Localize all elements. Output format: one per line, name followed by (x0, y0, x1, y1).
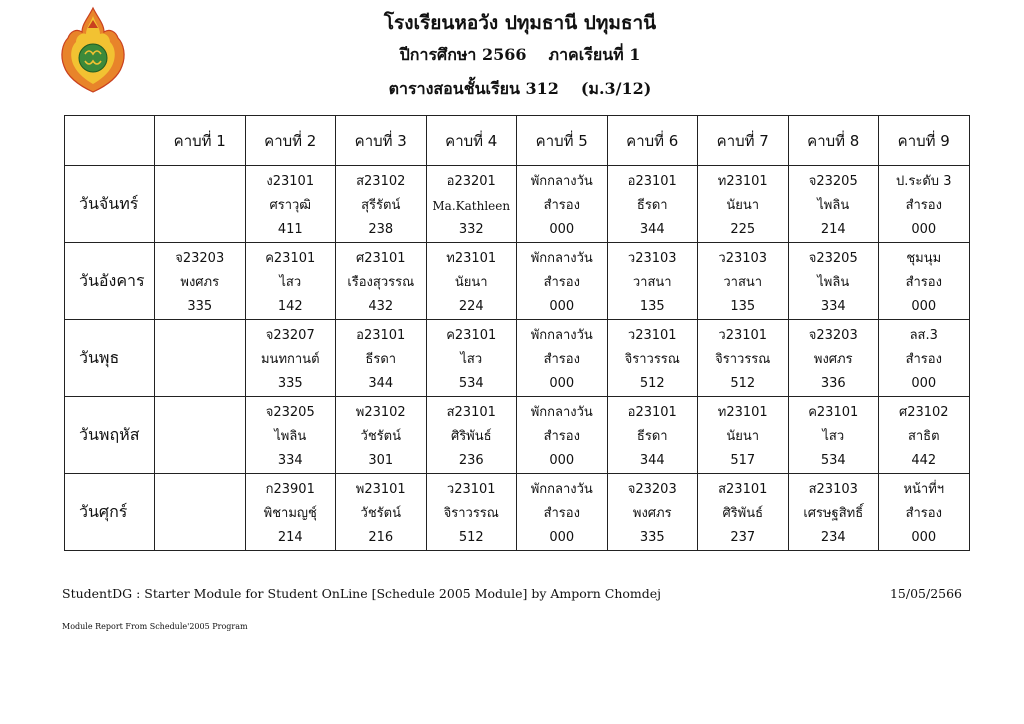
schedule-cell (336, 474, 427, 551)
schedule-cell (607, 397, 698, 474)
period-header: คาบที่ 9 (879, 116, 970, 166)
schedule-cell (245, 397, 336, 474)
report-subnote: Module Report From Schedule'2005 Program (62, 622, 248, 631)
subject-code: จ23203 (808, 327, 858, 343)
room-number: 216 (368, 529, 394, 545)
day-row (65, 397, 970, 474)
room-number: 336 (820, 375, 846, 391)
subject-code: ส23101 (446, 404, 496, 420)
teacher-name: สำรอง (905, 351, 942, 367)
subject-code: ว23101 (627, 327, 677, 343)
room-number: 000 (549, 452, 575, 468)
subject-code: ส23102 (356, 173, 406, 189)
schedule-cell (155, 166, 246, 243)
term-line (8, 43, 1024, 68)
room-number: 000 (549, 221, 575, 237)
subject-code: ก23901 (265, 481, 315, 497)
teacher-name: จิราวรรณ (715, 351, 771, 367)
schedule-cell (788, 166, 879, 243)
subject-code: จ23205 (808, 173, 858, 189)
schedule-cell (155, 320, 246, 397)
subject-code: ง23101 (266, 173, 315, 189)
schedule-cell (245, 166, 336, 243)
room-number: 344 (368, 375, 394, 391)
room-number: 000 (549, 298, 575, 314)
schedule-cell (517, 397, 608, 474)
subject-code: ลส.3 (909, 327, 938, 343)
subject-code: พ23102 (355, 404, 406, 420)
room-number: 234 (820, 529, 846, 545)
teacher-name: เรืองสุวรรณ (347, 274, 415, 290)
room-number: 344 (639, 452, 665, 468)
day-label: วันศุกร์ (65, 474, 155, 551)
teacher-name: ไพลิน (817, 197, 850, 213)
academic-year: ปีการศึกษา 2566 (399, 45, 527, 64)
room-number: 237 (730, 529, 756, 545)
day-row (65, 474, 970, 551)
schedule-cell (607, 166, 698, 243)
teacher-name: นัยนา (726, 197, 760, 213)
class-title: ตารางสอนชั้นเรียน 312 (388, 79, 559, 98)
schedule-cell (426, 474, 517, 551)
schedule-cell (155, 243, 246, 320)
schedule-cell (698, 320, 789, 397)
teacher-name: วัชรัตน์ (360, 428, 401, 444)
schedule-cell (336, 166, 427, 243)
schedule-cell (245, 474, 336, 551)
teacher-name: ไพลิน (817, 274, 850, 290)
room-number: 534 (458, 375, 484, 391)
schedule-cell (336, 243, 427, 320)
schedule-cell (698, 166, 789, 243)
teacher-name: เศรษฐสิทธิ์ (803, 505, 864, 521)
semester: ภาคเรียนที่ 1 (548, 45, 641, 64)
teacher-name: ศิริพันธ์ (450, 428, 492, 444)
room-number: 335 (277, 375, 303, 391)
room-number: 411 (277, 221, 303, 237)
schedule-cell (517, 166, 608, 243)
room-number: 000 (549, 529, 575, 545)
subject-code: อ23101 (627, 404, 677, 420)
subject-code: พักกลางวัน (530, 327, 593, 343)
teacher-name: สำรอง (905, 505, 942, 521)
room-number: 000 (911, 375, 937, 391)
teacher-name: สาธิต (907, 428, 940, 444)
schedule-cell (698, 397, 789, 474)
room-number: 236 (458, 452, 484, 468)
teacher-name: จิราวรรณ (624, 351, 680, 367)
room-number: 224 (458, 298, 484, 314)
subject-code: อ23101 (356, 327, 406, 343)
schedule-cell (698, 243, 789, 320)
room-number: 135 (639, 298, 665, 314)
schedule-cell (426, 320, 517, 397)
schedule-cell (788, 320, 879, 397)
schedule-cell (336, 397, 427, 474)
room-number: 335 (187, 298, 213, 314)
subject-code: ส23101 (718, 481, 768, 497)
room-number: 442 (911, 452, 937, 468)
teacher-name: ไพลิน (274, 428, 307, 444)
schedule-cell (879, 320, 970, 397)
subject-code: ส23103 (808, 481, 858, 497)
room-number: 214 (820, 221, 846, 237)
period-header: คาบที่ 5 (517, 116, 608, 166)
schedule-cell (245, 243, 336, 320)
teacher-name: วาสนา (723, 274, 763, 290)
schedule-cell (517, 320, 608, 397)
teacher-name: ไสว (460, 351, 483, 367)
subject-code: ว23101 (718, 327, 768, 343)
schedule-cell (607, 474, 698, 551)
report-date: 15/05/2566 (889, 586, 962, 601)
corner-cell (65, 116, 155, 166)
schedule-cell (879, 397, 970, 474)
teacher-name: สำรอง (543, 274, 580, 290)
room-number: 517 (730, 452, 756, 468)
subject-code: ว23101 (446, 481, 496, 497)
schedule-cell (426, 397, 517, 474)
teacher-name: ไสว (822, 428, 845, 444)
subject-code: จ23207 (265, 327, 315, 343)
teacher-name: พิชามญชุ์ (263, 505, 317, 521)
day-row (65, 320, 970, 397)
timetable (64, 115, 970, 551)
teacher-name: พงศภร (180, 274, 220, 290)
day-label: วันพฤหัส (65, 397, 155, 474)
teacher-name: สำรอง (905, 197, 942, 213)
teacher-name: สำรอง (543, 505, 580, 521)
teacher-name: สำรอง (543, 351, 580, 367)
subject-code: อ23101 (627, 173, 677, 189)
subject-code: ค23101 (808, 404, 859, 420)
subject-code: ว23103 (627, 250, 677, 266)
teacher-name: สำรอง (543, 197, 580, 213)
schedule-cell (879, 166, 970, 243)
schedule-cell (245, 320, 336, 397)
room-number: 000 (911, 529, 937, 545)
subject-code: พักกลางวัน (530, 250, 593, 266)
teacher-name: มนทกานต์ (260, 351, 320, 367)
subject-code: ชุมนุม (906, 250, 942, 266)
schedule-cell (698, 474, 789, 551)
period-header: คาบที่ 1 (155, 116, 246, 166)
class-title-line (8, 77, 1024, 102)
subject-code: ค23101 (265, 250, 316, 266)
room-number: 301 (368, 452, 394, 468)
report-footer (62, 586, 962, 601)
room-number: 332 (458, 221, 484, 237)
room-number: 512 (730, 375, 756, 391)
room-number: 334 (277, 452, 303, 468)
period-header: คาบที่ 6 (607, 116, 698, 166)
school-name: โรงเรียนหอวัง ปทุมธานี ปทุมธานี (383, 12, 657, 34)
room-number: 335 (639, 529, 665, 545)
teacher-name: ไสว (279, 274, 302, 290)
room-number: 225 (730, 221, 756, 237)
room-number: 344 (639, 221, 665, 237)
teacher-name: สุรีรัตน์ (361, 197, 401, 213)
period-header: คาบที่ 8 (788, 116, 879, 166)
schedule-cell (788, 397, 879, 474)
class-code: (ม.3/12) (580, 79, 652, 98)
teacher-name: นัยนา (454, 274, 488, 290)
schedule-cell (788, 243, 879, 320)
teacher-name: สำรอง (543, 428, 580, 444)
subject-code: พักกลางวัน (530, 404, 593, 420)
subject-code: อ23201 (446, 173, 496, 189)
teacher-name: ศิริพันธ์ (722, 505, 764, 521)
subject-code: พักกลางวัน (530, 173, 593, 189)
room-number: 512 (458, 529, 484, 545)
schedule-cell (879, 243, 970, 320)
room-number: 135 (730, 298, 756, 314)
day-label: วันพุธ (65, 320, 155, 397)
schedule-cell (517, 474, 608, 551)
day-label: วันอังคาร (65, 243, 155, 320)
subject-code: จ23203 (627, 481, 677, 497)
subject-code: พักกลางวัน (530, 481, 593, 497)
period-header: คาบที่ 7 (698, 116, 789, 166)
teacher-name: พงศภร (813, 351, 853, 367)
subject-code: จ23205 (808, 250, 858, 266)
room-number: 334 (820, 298, 846, 314)
teacher-name: ศราวุฒิ (269, 197, 312, 213)
teacher-name: นัยนา (726, 428, 760, 444)
footer-credit: StudentDG : Starter Module for Student OnLine [Schedule 2005 Module] by Amporn Chomdej (62, 586, 662, 601)
schedule-cell (517, 243, 608, 320)
teacher-name: พงศภร (632, 505, 672, 521)
subject-code: ป.ระดับ 3 (896, 173, 952, 189)
subject-code: ศ23101 (355, 250, 406, 266)
subject-code: จ23205 (265, 404, 315, 420)
schedule-cell (155, 474, 246, 551)
teacher-name: ธีรดา (636, 197, 668, 213)
room-number: 432 (368, 298, 394, 314)
day-row (65, 243, 970, 320)
room-number: 000 (549, 375, 575, 391)
subject-code: ท23101 (717, 173, 768, 189)
day-label: วันจันทร์ (65, 166, 155, 243)
subject-code: ศ23102 (898, 404, 949, 420)
teacher-name: ธีรดา (365, 351, 397, 367)
day-row (65, 166, 970, 243)
schedule-cell (607, 320, 698, 397)
teacher-name: ธีรดา (636, 428, 668, 444)
period-header: คาบที่ 3 (336, 116, 427, 166)
period-header-row (65, 116, 970, 166)
room-number: 512 (639, 375, 665, 391)
room-number: 534 (820, 452, 846, 468)
schedule-cell (155, 397, 246, 474)
room-number: 142 (277, 298, 303, 314)
subject-code: ค23101 (446, 327, 497, 343)
teacher-name: สำรอง (905, 274, 942, 290)
subject-code: พ23101 (355, 481, 406, 497)
teacher-name: วัชรัตน์ (360, 505, 401, 521)
teacher-name: วาสนา (632, 274, 672, 290)
subject-code: ท23101 (717, 404, 768, 420)
room-number: 238 (368, 221, 394, 237)
schedule-cell (879, 474, 970, 551)
teacher-name: จิราวรรณ (443, 505, 499, 521)
subject-code: ว23103 (718, 250, 768, 266)
schedule-cell (607, 243, 698, 320)
period-header: คาบที่ 2 (245, 116, 336, 166)
schedule-cell (336, 320, 427, 397)
room-number: 214 (277, 529, 303, 545)
schedule-cell (788, 474, 879, 551)
room-number: 000 (911, 298, 937, 314)
teacher-name: Ma.Kathleen (432, 198, 511, 213)
subject-code: จ23203 (175, 250, 225, 266)
room-number: 000 (911, 221, 937, 237)
subject-code: หน้าที่ฯ (903, 481, 945, 497)
subject-code: ท23101 (446, 250, 497, 266)
schedule-cell (426, 243, 517, 320)
period-header: คาบที่ 4 (426, 116, 517, 166)
schedule-cell (426, 166, 517, 243)
